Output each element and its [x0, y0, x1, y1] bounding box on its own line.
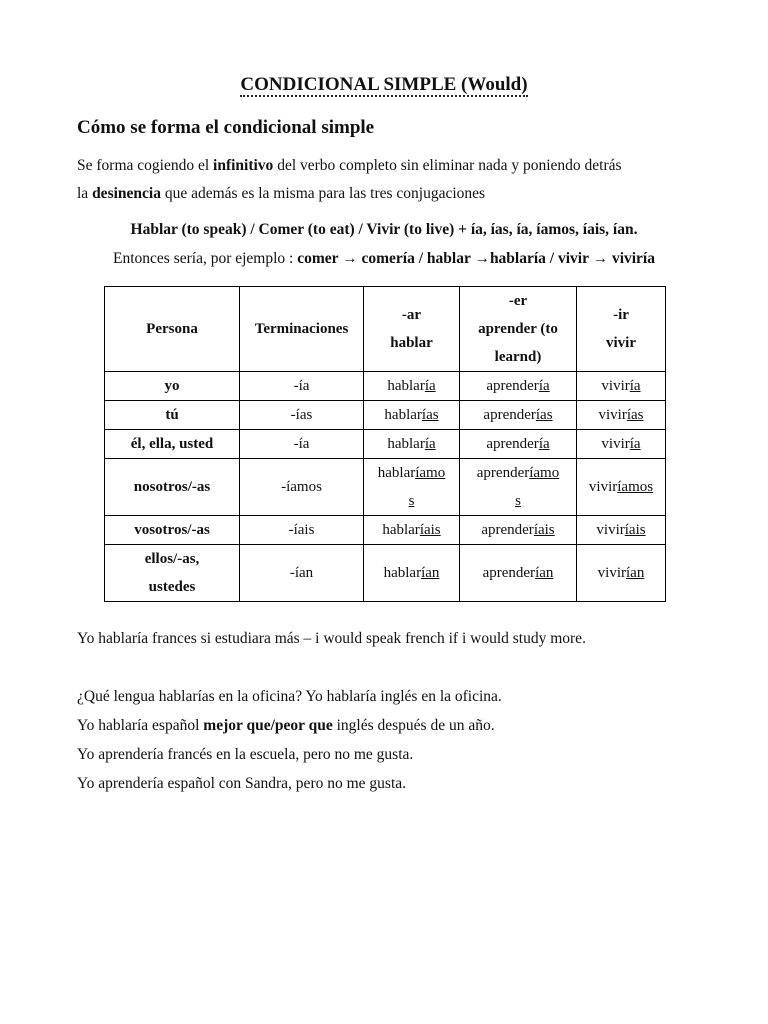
document-title	[0, 74, 768, 96]
ending-cell: -íais	[240, 516, 364, 545]
ending-wrap: s	[515, 493, 521, 509]
ir-cell	[577, 401, 666, 430]
er-cell	[460, 430, 577, 459]
persona-cell: nosotros/-as	[105, 459, 240, 516]
header-er	[460, 287, 577, 372]
stem: hablar	[382, 522, 420, 538]
stem: vivir	[597, 565, 626, 581]
table-header-row	[105, 287, 666, 372]
persona-cell: yo	[105, 372, 240, 401]
ending: ías	[626, 407, 644, 423]
ending: ían	[535, 565, 554, 581]
header-ir	[577, 287, 666, 372]
persona-cell: él, ella, usted	[105, 430, 240, 459]
example-sentence: Yo hablaría frances si estudiara más – i would speak french if i would study more.	[77, 630, 586, 647]
table-row	[105, 430, 666, 459]
example-bold: mejor que/peor que	[203, 717, 333, 734]
header-er-ending: -er	[508, 293, 528, 309]
intro-text: Se forma cogiendo el	[77, 157, 214, 174]
table-row	[105, 545, 666, 602]
ending-wrap: s	[408, 493, 415, 509]
ar-cell	[364, 545, 460, 602]
ending: ías	[421, 407, 439, 423]
section-heading: Cómo se forma el condicional simple	[77, 117, 375, 138]
ending: íais	[533, 522, 555, 538]
example-sentence: ¿Qué lengua hablarías en la oficina? Yo hablaría inglés en la oficina.	[77, 688, 502, 705]
intro-paragraph	[77, 152, 717, 208]
er-cell	[460, 516, 577, 545]
ending: ía	[424, 378, 436, 394]
stem: aprender	[483, 407, 536, 423]
intro-text: que además es la misma para las tres conjugaciones	[160, 185, 486, 202]
header-ar	[364, 287, 460, 372]
ending: ías	[535, 407, 553, 423]
example-line	[0, 250, 768, 268]
ending: íais	[419, 522, 441, 538]
ending: íamos	[617, 479, 654, 495]
example-text: Yo hablaría español	[77, 717, 204, 734]
ending-cell: -ía	[240, 430, 364, 459]
example-prefix: Entonces sería, por ejemplo :	[113, 250, 298, 267]
stem: aprender	[486, 436, 539, 452]
ending: ían	[421, 565, 440, 581]
ar-cell	[364, 516, 460, 545]
header-terminaciones: Terminaciones	[240, 287, 364, 372]
formula-line	[0, 221, 768, 239]
persona-cell: vosotros/-as	[105, 516, 240, 545]
formula-text: Hablar (to speak) / Comer (to eat) / Vivir (to live) + ía, ías, ía, íamos, íais, ían.	[130, 221, 638, 238]
header-er-verb-cont: learnd)	[494, 349, 542, 365]
ending: ía	[629, 436, 641, 452]
stem: hablar	[387, 436, 425, 452]
er-cell	[460, 401, 577, 430]
ending: ía	[538, 378, 550, 394]
header-ar-ending: -ar	[401, 307, 422, 323]
example-text: inglés después de un año.	[332, 717, 495, 734]
persona-cell	[105, 545, 240, 602]
persona-line: ellos/-as,	[144, 551, 200, 567]
ending: ían	[626, 565, 645, 581]
stem: hablar	[383, 565, 422, 581]
ending-cell: -ían	[240, 545, 364, 602]
ending: íais	[624, 522, 646, 538]
header-er-verb: aprender (to	[478, 321, 558, 337]
ending: íamo	[415, 465, 446, 481]
stem: vivir	[588, 479, 618, 495]
example-bold: comer → comería / hablar →hablaría / vivir → viviría	[297, 250, 655, 267]
stem: hablar	[387, 378, 425, 394]
ir-cell	[577, 545, 666, 602]
intro-text: del verbo completo sin eliminar nada y poniendo detrás	[273, 157, 622, 174]
stem: vivir	[598, 407, 627, 423]
stem: vivir	[596, 522, 625, 538]
stem: vivir	[601, 436, 630, 452]
conjugation-table	[104, 286, 666, 602]
header-ar-verb: hablar	[390, 335, 433, 351]
stem: aprender	[486, 378, 539, 394]
persona-line: ustedes	[148, 579, 196, 595]
ar-cell	[364, 430, 460, 459]
table-row	[105, 516, 666, 545]
persona-cell: tú	[105, 401, 240, 430]
ir-cell	[577, 372, 666, 401]
ending: íamo	[529, 465, 560, 481]
ending: ía	[424, 436, 436, 452]
intro-text: la	[77, 185, 93, 202]
ending: ía	[538, 436, 550, 452]
document-title-text: CONDICIONAL SIMPLE (Would)	[240, 74, 528, 95]
ar-cell	[364, 372, 460, 401]
header-persona: Persona	[105, 287, 240, 372]
table-row	[105, 401, 666, 430]
stem: aprender	[481, 522, 534, 538]
header-ir-verb: vivir	[606, 335, 636, 351]
stem: hablar	[377, 465, 416, 481]
er-cell	[460, 459, 577, 516]
ar-cell	[364, 401, 460, 430]
example-sentence: Yo aprendería francés en la escuela, pero no me gusta.	[77, 746, 414, 763]
stem: aprender	[482, 565, 536, 581]
table-row	[105, 372, 666, 401]
intro-bold-desinencia: desinencia	[92, 185, 161, 202]
er-cell	[460, 372, 577, 401]
ending-cell: -íamos	[240, 459, 364, 516]
ir-cell	[577, 459, 666, 516]
example-sentence: Yo aprendería español con Sandra, pero no me gusta.	[77, 775, 407, 792]
ir-cell	[577, 430, 666, 459]
example-sentence	[77, 717, 495, 735]
stem: aprender	[476, 465, 530, 481]
stem: vivir	[601, 378, 630, 394]
ir-cell	[577, 516, 666, 545]
intro-bold-infinitivo: infinitivo	[213, 157, 274, 174]
ending-cell: -ías	[240, 401, 364, 430]
header-ir-ending: -ir	[613, 307, 629, 323]
table-row	[105, 459, 666, 516]
er-cell	[460, 545, 577, 602]
ar-cell	[364, 459, 460, 516]
ending: ía	[629, 378, 641, 394]
stem: hablar	[384, 407, 422, 423]
ending-cell: -ía	[240, 372, 364, 401]
